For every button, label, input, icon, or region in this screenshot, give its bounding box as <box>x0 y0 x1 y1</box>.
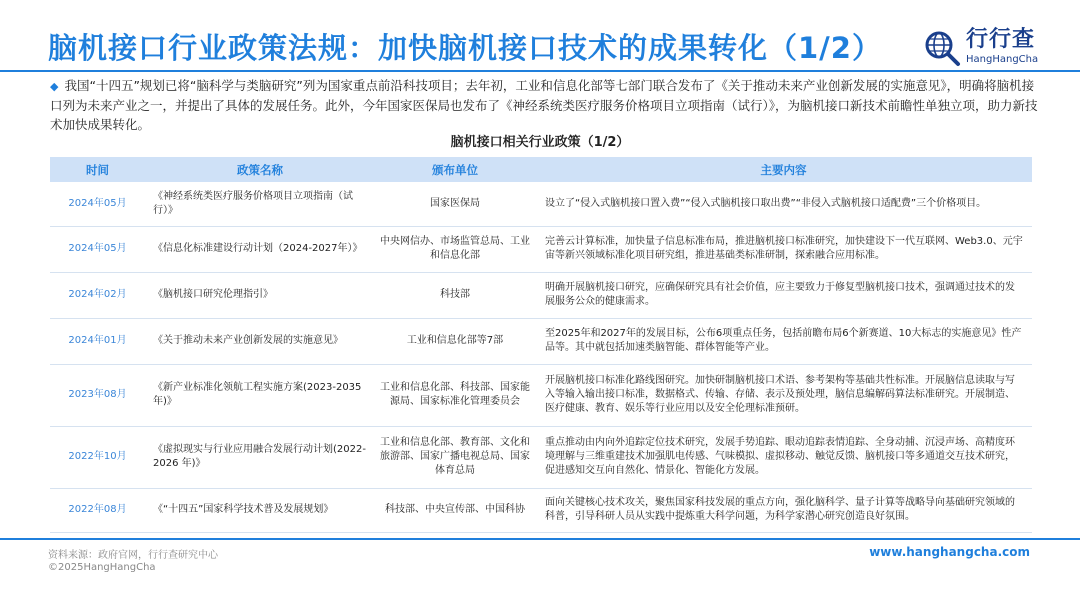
source-note: 资料来源：政府官网，行行查研究中心 <box>48 550 218 561</box>
table-row <box>50 426 1032 488</box>
table-row <box>50 226 1032 272</box>
cell-content: 完善云计算标准，加快量子信息标准布局，推进脑机接口标准研究，加快建设下一代互联网、Web3.0、元宇宙等新兴领域标准化项目研究组，推进基础类标准研制，探索融合应用标准。 <box>535 226 1032 272</box>
copyright-note: ©2025HangHangCha <box>48 562 156 573</box>
logo-name-en: HangHangCha <box>966 54 1039 65</box>
table-title: 脑机接口相关行业政策（1/2） <box>450 135 630 150</box>
table-row <box>50 488 1032 532</box>
website-link[interactable]: www.hanghangcha.com <box>869 545 1030 559</box>
column-header-name: 政策名称 <box>145 157 375 182</box>
cell-time: 2023年08月 <box>50 364 145 426</box>
cell-policy-name: 《信息化标准建设行动计划（2024-2027年）》 <box>145 226 375 272</box>
cell-policy-name: 《新产业标准化领航工程实施方案(2023-2035年)》 <box>145 364 375 426</box>
policy-table <box>50 157 1032 533</box>
cell-time: 2024年05月 <box>50 226 145 272</box>
cell-issuer: 工业和信息化部等7部 <box>375 318 535 364</box>
cell-issuer: 科技部、中央宣传部、中国科协 <box>375 488 535 532</box>
intro-paragraph <box>50 76 1040 134</box>
column-header-time: 时间 <box>50 157 145 182</box>
cell-issuer: 中央网信办、市场监管总局、工业和信息化部 <box>375 226 535 272</box>
cell-time: 2022年08月 <box>50 488 145 532</box>
page-title: 脑机接口行业政策法规：加快脑机接口技术的成果转化（1/2） <box>48 31 882 65</box>
cell-policy-name: 《“十四五”国家科学技术普及发展规划》 <box>145 488 375 532</box>
cell-issuer: 科技部 <box>375 272 535 318</box>
cell-content: 设立了“侵入式脑机接口置入费”“侵入式脑机接口取出费”“非侵入式脑机接口适配费”三个价格项目。 <box>535 182 1032 226</box>
column-header-issuer: 颁布单位 <box>375 157 535 182</box>
cell-policy-name: 《神经系统类医疗服务价格项目立项指南（试行）》 <box>145 182 375 226</box>
table-row <box>50 182 1032 226</box>
intro-text: 我国“十四五”规划已将“脑科学与类脑研究”列为国家重点前沿科技项目；去年初，工业和信息化部等七部门联合发布了《关于推动未来产业创新发展的实施意见》，明确将脑机接口列为未来产业之一，并提出了具体的发展任务。此外，今年国家医保局也发布了《神经系统类医疗服务价格项目立项指南（试行）》，为脑机接口新技术前瞻性单独立项，助力新技术加快成果转化。 <box>50 78 1038 132</box>
magnifier-globe-icon <box>922 28 962 68</box>
cell-issuer: 工业和信息化部、教育部、文化和旅游部、国家广播电视总局、国家体育总局 <box>375 426 535 488</box>
cell-issuer: 工业和信息化部、科技部、国家能源局、国家标准化管理委员会 <box>375 364 535 426</box>
cell-time: 2024年01月 <box>50 318 145 364</box>
cell-content: 至2025年和2027年的发展目标，公布6项重点任务，包括前瞻布局6个新赛道、10大标志的实施意见》性产品等。其中就包括加速类脑智能、群体智能等产业。 <box>535 318 1032 364</box>
table-row <box>50 272 1032 318</box>
cell-policy-name: 《关于推动未来产业创新发展的实施意见》 <box>145 318 375 364</box>
column-header-content: 主要内容 <box>535 157 1032 182</box>
table-row <box>50 318 1032 364</box>
table-header-row <box>50 157 1032 182</box>
diamond-bullet-icon: ◆ <box>50 80 59 93</box>
cell-policy-name: 《虚拟现实与行业应用融合发展行动计划(2022-2026 年)》 <box>145 426 375 488</box>
cell-issuer: 国家医保局 <box>375 182 535 226</box>
brand-logo[interactable] <box>922 28 1038 68</box>
header-divider <box>0 70 1080 72</box>
cell-content: 重点推动由内向外追踪定位技术研究，发展手势追踪、眼动追踪表情追踪、全身动捕、沉浸声场、高精度环境理解与三维重建技术加强肌电传感、气味模拟、虚拟移动、触觉反馈、脑机接口等多通道交互技术研究，促进感知交互向自然化、情景化、智能化方发展。 <box>535 426 1032 488</box>
cell-time: 2024年05月 <box>50 182 145 226</box>
cell-policy-name: 《脑机接口研究伦理指引》 <box>145 272 375 318</box>
logo-name: 行行查 <box>966 27 1036 52</box>
cell-time: 2022年10月 <box>50 426 145 488</box>
table-row <box>50 364 1032 426</box>
cell-content: 开展脑机接口标准化路线图研究。加快研制脑机接口术语、参考架构等基础共性标准。开展脑信息读取与写入等输入输出接口标准，数据格式、传输、存储、表示及预处理，脑信息编解码算法标准研究。开展制造、医疗健康、教育、娱乐等行业应用以及安全伦理标准预研。 <box>535 364 1032 426</box>
cell-content: 面向关键核心技术攻关，聚焦国家科技发展的重点方向，强化脑科学、量子计算等战略导向基础研究领域的科普，引导科研人员从实践中提炼重大科学问题，为科学家潜心研究创造良好氛围。 <box>535 488 1032 532</box>
cell-content: 明确开展脑机接口研究，应确保研究具有社会价值，应主要致力于修复型脑机接口技术，强调通过技术的发展服务公众的健康需求。 <box>535 272 1032 318</box>
cell-time: 2024年02月 <box>50 272 145 318</box>
footer-divider <box>0 538 1080 540</box>
